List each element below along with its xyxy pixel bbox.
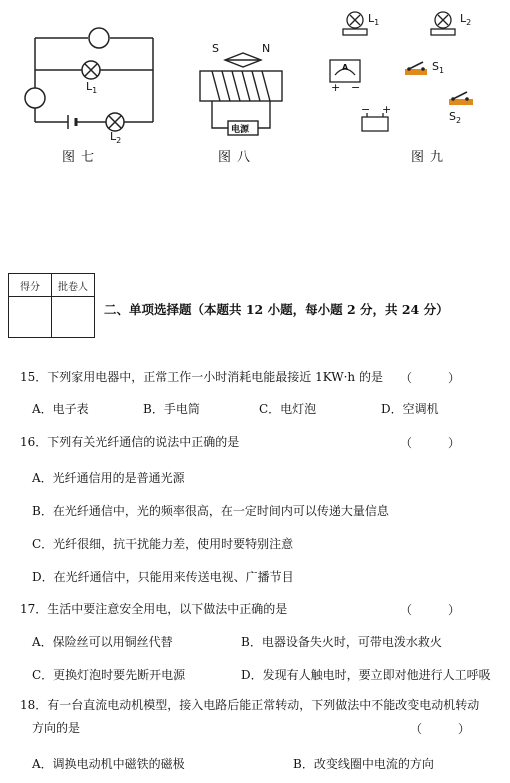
fig9-L1-label: $L_1$ [368,12,380,28]
q15-option-d: D．空调机 [381,402,439,416]
grader-header: 批卷人 [52,274,95,297]
section-title: 二、单项选择题（本题共 12 小题，每小题 2 分，共 24 分） [104,302,449,317]
question-15-stem: 15．下列家用电器中，正常工作一小时消耗电能最接近 1KW·h 的是 [20,370,383,384]
fig9-meter-minus: − [351,81,361,94]
q17-option-c: C．更换灯泡时要先断开电源 [32,668,186,682]
fig9-battery-minus: − [361,103,371,116]
fig8-N-label: N [262,42,271,55]
q16-option-a: A．光纤通信用的是普通光源 [32,471,185,485]
q17-option-d: D．发现有人触电时，要立即对他进行人工呼吸 [241,668,491,682]
question-18-stem-cont: 方向的是 [32,721,81,735]
fig7-caption: 图七 [62,150,101,165]
question-17-answer-blank: （ ） [400,603,461,617]
q16-option-d: D．在光纤通信中，只能用来传送电视、广播节目 [32,570,294,584]
switch-s1-icon [405,62,427,75]
question-15-answer-blank: （ ） [400,371,461,385]
fig9-S1-label: $S_1$ [432,60,445,76]
fig8-caption: 图八 [218,150,257,165]
q15-option-c: C．电灯泡 [259,402,317,416]
question-17-stem: 17．生活中要注意安全用电，以下做法中正确的是 [20,602,288,616]
q16-option-b: B．在光纤通信中，光的频率很高，在一定时间内可以传递大量信息 [32,504,389,518]
fig8-power-label: 电源 [231,125,250,135]
q18-option-b: B．改变线圈中电流的方向 [293,757,434,771]
fig9-meter-plus: + [331,81,341,94]
fig7-L2-label: $L_2$ [110,130,122,146]
fig7-L1-label: $L_1$ [86,80,98,96]
q18-option-a: A．调换电动机中磁铁的磁极 [32,757,185,771]
q15-option-b: B．手电筒 [143,402,200,416]
question-18-stem: 18．有一台直流电动机模型，接入电路后能正常转动，下列做法中不能改变电动机转动 [20,698,480,712]
q16-option-c: C．光纤很细，抗干扰能力差，使用时要特别注意 [32,537,294,551]
score-header: 得分 [9,274,52,297]
switch-s2-icon [449,92,473,105]
question-16-stem: 16．下列有关光纤通信的说法中正确的是 [20,435,240,449]
fig9-caption: 图九 [411,150,450,165]
question-18-answer-blank: （ ） [410,722,471,736]
score-table [8,273,95,338]
figure-9-components [325,5,505,140]
fig8-S-label: S [212,42,219,55]
q17-option-b: B．电器设备失火时，可带电泼水救火 [241,635,442,649]
fig9-battery-plus: + [382,103,392,116]
score-cell [9,297,52,338]
q17-option-a: A．保险丝可以用铜丝代替 [32,635,173,649]
fig9-L2-label: $L_2$ [460,12,472,28]
fig9-S2-label: $S_2$ [449,110,462,126]
q15-option-a: A．电子表 [32,402,89,416]
question-16-answer-blank: （ ） [400,436,461,450]
grader-cell [52,297,95,338]
fig9-meter-label: A [342,63,349,72]
